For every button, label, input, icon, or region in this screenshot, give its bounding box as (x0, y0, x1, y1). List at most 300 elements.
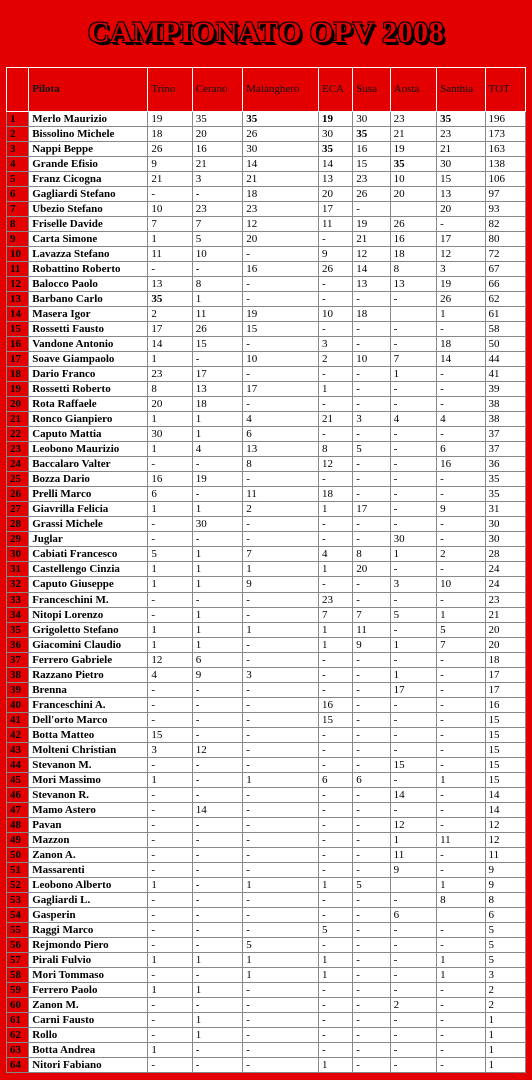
table-row (7, 217, 526, 232)
score-cell: - (243, 1027, 319, 1042)
score-cell: 9 (353, 637, 390, 652)
score-cell: 15 (243, 322, 319, 337)
score-cell: - (192, 1042, 242, 1057)
header-trino: Trino (148, 68, 192, 112)
pilot-name-cell: Masera Igor (29, 307, 148, 322)
rank-cell: 36 (7, 637, 29, 652)
pilot-name-cell: Barbano Carlo (29, 292, 148, 307)
score-cell: 1 (318, 502, 352, 517)
score-cell: - (243, 802, 319, 817)
score-cell: 8 (243, 457, 319, 472)
score-cell: 16 (148, 472, 192, 487)
total-cell: 38 (485, 397, 525, 412)
total-cell: 39 (485, 382, 525, 397)
score-cell (390, 307, 436, 322)
score-cell: 5 (318, 922, 352, 937)
score-cell: 6 (148, 487, 192, 502)
rank-cell: 56 (7, 937, 29, 952)
score-cell: - (243, 847, 319, 862)
score-cell: - (390, 652, 436, 667)
score-cell: 12 (243, 217, 319, 232)
table-row (7, 427, 526, 442)
rank-cell: 11 (7, 262, 29, 277)
score-cell: 7 (437, 637, 485, 652)
pilot-name-cell: Dell'orto Marco (29, 712, 148, 727)
table-row (7, 502, 526, 517)
score-cell: 1 (318, 1057, 352, 1072)
score-cell: - (243, 1012, 319, 1027)
score-cell: 20 (243, 232, 319, 247)
score-cell: - (318, 577, 352, 592)
score-cell: 2 (148, 307, 192, 322)
total-cell: 12 (485, 832, 525, 847)
score-cell: - (437, 1042, 485, 1057)
total-cell: 5 (485, 952, 525, 967)
score-cell: - (437, 937, 485, 952)
score-cell: - (243, 997, 319, 1012)
rank-cell: 24 (7, 457, 29, 472)
score-cell: 1 (192, 607, 242, 622)
total-cell: 20 (485, 622, 525, 637)
score-cell: - (192, 817, 242, 832)
score-cell: - (353, 667, 390, 682)
score-cell: - (353, 802, 390, 817)
pilot-name-cell: Juglar (29, 532, 148, 547)
score-cell: - (353, 1057, 390, 1072)
score-cell: - (353, 427, 390, 442)
score-cell: 3 (243, 667, 319, 682)
rank-cell: 17 (7, 352, 29, 367)
score-cell: 12 (148, 652, 192, 667)
score-cell: - (353, 952, 390, 967)
score-cell: - (437, 817, 485, 832)
score-cell: - (148, 817, 192, 832)
score-cell: - (243, 727, 319, 742)
rank-cell: 20 (7, 397, 29, 412)
score-cell: - (243, 817, 319, 832)
score-cell: - (192, 892, 242, 907)
score-cell: 26 (192, 322, 242, 337)
rank-cell: 14 (7, 307, 29, 322)
table-row (7, 577, 526, 592)
score-cell: - (318, 682, 352, 697)
score-cell: - (437, 427, 485, 442)
score-cell: 6 (353, 772, 390, 787)
score-cell: - (437, 922, 485, 937)
score-cell: - (318, 862, 352, 877)
score-cell: - (353, 787, 390, 802)
table-row (7, 952, 526, 967)
total-cell: 28 (485, 547, 525, 562)
total-cell: 15 (485, 757, 525, 772)
score-cell: 1 (148, 442, 192, 457)
pilot-name-cell: Rossetti Roberto (29, 382, 148, 397)
score-cell: - (353, 652, 390, 667)
score-cell: 9 (437, 502, 485, 517)
rank-cell: 51 (7, 862, 29, 877)
score-cell: 19 (243, 307, 319, 322)
score-cell: - (353, 592, 390, 607)
score-cell: 1 (148, 502, 192, 517)
score-cell: 5 (148, 547, 192, 562)
table-row (7, 592, 526, 607)
score-cell: - (148, 967, 192, 982)
rank-cell: 44 (7, 757, 29, 772)
pilot-name-cell: Giavrilla Felicia (29, 502, 148, 517)
score-cell: 23 (437, 127, 485, 142)
score-cell: - (243, 472, 319, 487)
score-cell: 14 (148, 337, 192, 352)
score-cell: - (148, 592, 192, 607)
rank-cell: 33 (7, 592, 29, 607)
score-cell: - (243, 517, 319, 532)
rank-cell: 62 (7, 1027, 29, 1042)
score-cell: 19 (148, 112, 192, 127)
score-cell: 5 (192, 232, 242, 247)
score-cell: - (192, 457, 242, 472)
score-cell: - (318, 817, 352, 832)
score-cell: - (390, 502, 436, 517)
score-cell: 3 (390, 577, 436, 592)
score-cell: 30 (148, 427, 192, 442)
table-row (7, 817, 526, 832)
table-row (7, 727, 526, 742)
score-cell: - (318, 1012, 352, 1027)
total-cell: 163 (485, 142, 525, 157)
rank-cell: 55 (7, 922, 29, 937)
pilot-name-cell: Raggi Marco (29, 922, 148, 937)
score-cell: - (192, 937, 242, 952)
table-row (7, 232, 526, 247)
score-cell: - (318, 742, 352, 757)
score-cell: 1 (437, 967, 485, 982)
rank-cell: 6 (7, 187, 29, 202)
score-cell: 6 (192, 652, 242, 667)
score-cell: - (437, 367, 485, 382)
total-cell: 1 (485, 1042, 525, 1057)
pilot-name-cell: Balocco Paolo (29, 277, 148, 292)
score-cell: 20 (390, 187, 436, 202)
score-cell: 23 (390, 112, 436, 127)
score-cell: - (318, 892, 352, 907)
total-cell: 2 (485, 982, 525, 997)
score-cell: - (148, 262, 192, 277)
score-cell: 16 (437, 457, 485, 472)
score-cell: - (318, 397, 352, 412)
table-row (7, 667, 526, 682)
score-cell: - (318, 907, 352, 922)
table-row (7, 877, 526, 892)
rank-cell: 38 (7, 667, 29, 682)
total-cell: 18 (485, 652, 525, 667)
total-cell: 80 (485, 232, 525, 247)
score-cell: 11 (390, 847, 436, 862)
rank-cell: 1 (7, 112, 29, 127)
rank-cell: 58 (7, 967, 29, 982)
header-cerano: Cerano (192, 68, 242, 112)
score-cell: 1 (148, 877, 192, 892)
score-cell: - (437, 667, 485, 682)
score-cell: - (353, 742, 390, 757)
score-cell: 17 (243, 382, 319, 397)
table-row (7, 262, 526, 277)
score-cell: 1 (192, 502, 242, 517)
pilot-name-cell: Lavazza Stefano (29, 247, 148, 262)
pilot-name-cell: Nitopi Lorenzo (29, 607, 148, 622)
score-cell: - (353, 382, 390, 397)
table-row (7, 382, 526, 397)
score-cell: 14 (243, 157, 319, 172)
table-row (7, 172, 526, 187)
score-cell: 10 (243, 352, 319, 367)
score-cell: 8 (148, 382, 192, 397)
score-cell: - (243, 922, 319, 937)
score-cell: - (353, 1027, 390, 1042)
score-cell: 9 (390, 862, 436, 877)
score-cell: 1 (390, 832, 436, 847)
pilot-name-cell: Merlo Maurizio (29, 112, 148, 127)
score-cell: 6 (390, 907, 436, 922)
header-malanghero: Malanghero (243, 68, 319, 112)
score-cell: - (148, 607, 192, 622)
score-cell: 23 (243, 202, 319, 217)
score-cell: - (437, 997, 485, 1012)
score-cell: 8 (353, 547, 390, 562)
score-cell: 30 (437, 157, 485, 172)
score-cell: - (243, 1042, 319, 1057)
score-cell: - (390, 1012, 436, 1027)
score-cell: - (148, 832, 192, 847)
score-cell: - (243, 367, 319, 382)
score-cell: 7 (148, 217, 192, 232)
score-cell: 15 (192, 337, 242, 352)
score-cell: 26 (437, 292, 485, 307)
score-cell: 21 (318, 412, 352, 427)
score-cell: 1 (148, 412, 192, 427)
score-cell: - (390, 427, 436, 442)
score-cell: - (192, 532, 242, 547)
table-row (7, 802, 526, 817)
score-cell: - (390, 622, 436, 637)
score-cell: - (437, 697, 485, 712)
score-cell (437, 907, 485, 922)
score-cell: - (353, 457, 390, 472)
page-title: CAMPIONATO OPV 2008 (87, 16, 445, 49)
score-cell: 19 (437, 277, 485, 292)
score-cell: - (243, 757, 319, 772)
score-cell: - (437, 517, 485, 532)
table-row (7, 682, 526, 697)
score-cell: 13 (243, 442, 319, 457)
table-row (7, 292, 526, 307)
score-cell: - (192, 352, 242, 367)
table-row (7, 787, 526, 802)
pilot-name-cell: Brenna (29, 682, 148, 697)
pilot-name-cell: Cabiati Francesco (29, 547, 148, 562)
score-cell: 1 (243, 562, 319, 577)
score-cell: 10 (353, 352, 390, 367)
table-row (7, 907, 526, 922)
score-cell: 16 (243, 262, 319, 277)
total-cell: 38 (485, 412, 525, 427)
score-cell: - (243, 892, 319, 907)
table-row (7, 862, 526, 877)
score-cell: 17 (353, 502, 390, 517)
pilot-name-cell: Franceschini A. (29, 697, 148, 712)
rank-cell: 40 (7, 697, 29, 712)
score-cell: - (318, 1042, 352, 1057)
score-cell: 15 (353, 157, 390, 172)
score-cell: 20 (437, 202, 485, 217)
score-cell: - (353, 892, 390, 907)
score-cell: - (353, 907, 390, 922)
score-cell: 8 (318, 442, 352, 457)
score-cell: - (192, 682, 242, 697)
score-cell: 19 (318, 112, 352, 127)
pilot-name-cell: Razzano Pietro (29, 667, 148, 682)
score-cell: - (192, 997, 242, 1012)
pilot-name-cell: Mori Tommaso (29, 967, 148, 982)
score-cell: 30 (353, 112, 390, 127)
score-cell: - (353, 757, 390, 772)
score-cell: - (318, 277, 352, 292)
rank-cell: 27 (7, 502, 29, 517)
score-cell: - (192, 727, 242, 742)
rank-cell: 12 (7, 277, 29, 292)
score-cell: - (390, 937, 436, 952)
score-cell: 17 (390, 682, 436, 697)
table-row (7, 832, 526, 847)
score-cell: 1 (390, 667, 436, 682)
score-cell: 16 (353, 142, 390, 157)
total-cell: 3 (485, 967, 525, 982)
score-cell: 21 (390, 127, 436, 142)
score-cell: 35 (192, 112, 242, 127)
score-cell: - (243, 712, 319, 727)
pilot-name-cell: Leobono Maurizio (29, 442, 148, 457)
rank-cell: 53 (7, 892, 29, 907)
score-cell: - (437, 1057, 485, 1072)
score-cell: 26 (390, 217, 436, 232)
score-cell: - (390, 457, 436, 472)
total-cell: 31 (485, 502, 525, 517)
pilot-name-cell: Ronco Gianpiero (29, 412, 148, 427)
score-cell: 1 (148, 232, 192, 247)
total-cell: 24 (485, 577, 525, 592)
score-cell: - (437, 382, 485, 397)
score-cell: - (318, 652, 352, 667)
rank-cell: 4 (7, 157, 29, 172)
score-cell: - (192, 787, 242, 802)
score-cell: - (192, 592, 242, 607)
table-row (7, 472, 526, 487)
rank-cell: 9 (7, 232, 29, 247)
score-cell: - (437, 472, 485, 487)
pilot-name-cell: Rollo (29, 1027, 148, 1042)
score-cell: 6 (243, 427, 319, 442)
score-cell: 20 (148, 397, 192, 412)
rank-cell: 64 (7, 1057, 29, 1072)
score-cell: - (148, 922, 192, 937)
score-cell: 21 (192, 157, 242, 172)
rank-cell: 63 (7, 1042, 29, 1057)
pilot-name-cell: Caputo Mattia (29, 427, 148, 442)
score-cell: 15 (390, 757, 436, 772)
score-cell: - (148, 1057, 192, 1072)
rank-cell: 59 (7, 982, 29, 997)
score-cell: - (148, 682, 192, 697)
score-cell: - (353, 982, 390, 997)
rank-cell: 23 (7, 442, 29, 457)
total-cell: 93 (485, 202, 525, 217)
pilot-name-cell: Dario Franco (29, 367, 148, 382)
score-cell: 1 (437, 952, 485, 967)
pilot-name-cell: Nappi Beppe (29, 142, 148, 157)
total-cell: 44 (485, 352, 525, 367)
table-row (7, 1012, 526, 1027)
table-row (7, 937, 526, 952)
score-cell: 15 (148, 727, 192, 742)
score-cell: 1 (192, 427, 242, 442)
rank-cell: 30 (7, 547, 29, 562)
score-cell: - (390, 292, 436, 307)
table-row (7, 607, 526, 622)
pilot-name-cell: Rota Raffaele (29, 397, 148, 412)
score-cell: 18 (192, 397, 242, 412)
score-cell: - (353, 202, 390, 217)
score-cell: - (437, 1027, 485, 1042)
score-cell: 26 (318, 262, 352, 277)
table-row (7, 712, 526, 727)
score-cell: 6 (437, 442, 485, 457)
score-cell: 35 (390, 157, 436, 172)
pilot-name-cell: Caputo Giuseppe (29, 577, 148, 592)
score-cell: - (437, 757, 485, 772)
score-cell: 21 (353, 232, 390, 247)
score-cell: 3 (437, 262, 485, 277)
table-row (7, 367, 526, 382)
score-cell: - (192, 712, 242, 727)
score-cell: - (243, 862, 319, 877)
score-cell: - (243, 832, 319, 847)
score-cell: 1 (318, 967, 352, 982)
score-cell: - (192, 757, 242, 772)
header-eca: ECA (318, 68, 352, 112)
table-row (7, 337, 526, 352)
score-cell: - (353, 517, 390, 532)
total-cell: 9 (485, 862, 525, 877)
score-cell: 9 (318, 247, 352, 262)
table-row (7, 157, 526, 172)
score-cell: - (390, 727, 436, 742)
pilot-name-cell: Ubezio Stefano (29, 202, 148, 217)
rank-cell: 16 (7, 337, 29, 352)
score-cell: 1 (318, 637, 352, 652)
score-cell: 2 (390, 997, 436, 1012)
score-cell: - (243, 592, 319, 607)
pilot-name-cell: Grigoletto Stefano (29, 622, 148, 637)
score-cell: 1 (148, 772, 192, 787)
pilot-name-cell: Baccalaro Valter (29, 457, 148, 472)
score-cell: 1 (148, 352, 192, 367)
score-cell: 10 (318, 307, 352, 322)
rank-cell: 19 (7, 382, 29, 397)
score-cell: 13 (353, 277, 390, 292)
score-cell: - (390, 967, 436, 982)
score-cell: - (318, 757, 352, 772)
score-cell: - (390, 1042, 436, 1057)
score-cell: - (243, 292, 319, 307)
